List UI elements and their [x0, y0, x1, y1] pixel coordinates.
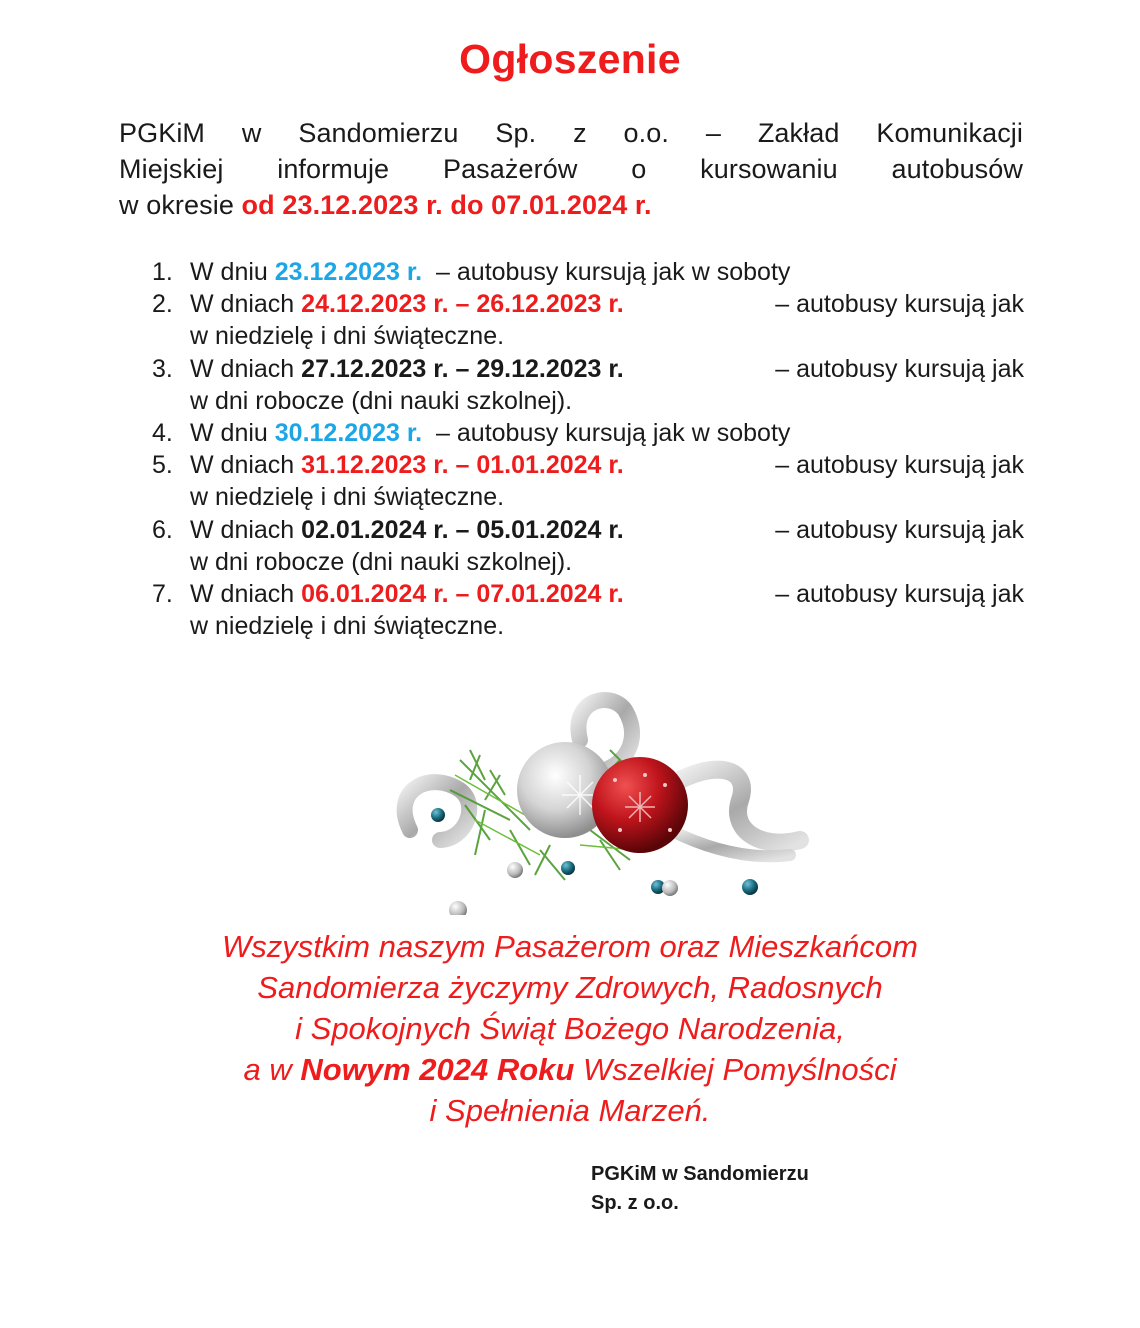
- item-dates: 23.12.2023 r.: [274, 258, 423, 286]
- item-dates: 24.12.2023 r. – 26.12.2023 r.: [301, 290, 624, 319]
- item-prefix: W dniu: [190, 258, 275, 286]
- holiday-wishes: [0, 926, 1140, 1131]
- schedule-item: [152, 417, 1024, 449]
- intro-line-3-prefix: w okresie: [119, 190, 242, 220]
- item-suffix: – autobusy kursują jak: [775, 354, 1024, 383]
- item-number: 5.: [152, 451, 173, 480]
- item-prefix: W dniach: [190, 580, 302, 609]
- intro-line-2: Miejskiej informuje Pasażerów o kursowaniu autobusów: [119, 154, 1023, 184]
- christmas-ornaments-icon: [390, 680, 830, 915]
- schedule-item: [152, 288, 1024, 352]
- item-continuation: w niedzielę i dni świąteczne.: [190, 612, 505, 641]
- schedule-item: [152, 578, 1024, 642]
- item-line: [190, 256, 1024, 288]
- item-dates: 31.12.2023 r. – 01.01.2024 r.: [301, 451, 624, 480]
- intro-line-3: [119, 187, 1023, 223]
- wishes-line-4-suffix: Wszelkiej Pomyślności: [574, 1052, 897, 1087]
- wishes-line-3: i Spokojnych Świąt Bożego Narodzenia,: [295, 1011, 845, 1046]
- item-suffix: – autobusy kursują jak: [775, 515, 1024, 544]
- item-prefix: W dniach: [190, 515, 302, 544]
- item-dates: 30.12.2023 r.: [274, 419, 423, 448]
- item-suffix: – autobusy kursują jak w soboty: [436, 258, 791, 286]
- item-number: 2.: [152, 290, 173, 319]
- signature-line-1: PGKiM w Sandomierzu: [591, 1163, 809, 1185]
- item-continuation: w niedzielę i dni świąteczne.: [190, 483, 505, 512]
- item-number: 1.: [152, 258, 173, 286]
- schedule-list: [152, 256, 1024, 642]
- signature: [591, 1160, 809, 1218]
- wishes-new-year: Nowym 2024 Roku: [300, 1052, 575, 1087]
- item-line: [190, 353, 1024, 385]
- item-prefix: W dniach: [190, 290, 302, 319]
- item-prefix: W dniach: [190, 354, 302, 383]
- item-line: [190, 514, 1024, 546]
- item-number: 4.: [152, 419, 173, 448]
- item-line: [190, 417, 1024, 449]
- item-prefix: W dniu: [190, 419, 275, 448]
- wishes-line-4: [0, 1049, 1140, 1090]
- schedule-item: [152, 353, 1024, 417]
- item-continuation: w niedzielę i dni świąteczne.: [190, 322, 505, 351]
- schedule-item: [152, 449, 1024, 513]
- wishes-line-1: Wszystkim naszym Pasażerom oraz Mieszkańcom: [222, 929, 918, 964]
- signature-line-2: Sp. z o.o.: [591, 1192, 679, 1214]
- item-dates: 02.01.2024 r. – 05.01.2024 r.: [301, 515, 624, 544]
- item-prefix: W dniach: [190, 451, 302, 480]
- wishes-line-4-prefix: a w: [243, 1052, 301, 1087]
- item-suffix: – autobusy kursują jak: [775, 451, 1024, 480]
- item-dates: 06.01.2024 r. – 07.01.2024 r.: [301, 580, 624, 609]
- item-line: [190, 449, 1024, 481]
- item-continuation: w dni robocze (dni nauki szkolnej).: [190, 386, 573, 415]
- item-dates: 27.12.2023 r. – 29.12.2023 r.: [301, 354, 624, 383]
- item-suffix: – autobusy kursują jak: [775, 580, 1024, 609]
- schedule-item: [152, 514, 1024, 578]
- intro-line-1: PGKiM w Sandomierzu Sp. z o.o. – Zakład Komunikacji: [119, 118, 1023, 148]
- item-line: [190, 578, 1024, 610]
- intro-period: od 23.12.2023 r. do 07.01.2024 r.: [241, 190, 652, 220]
- page-title: Ogłoszenie: [459, 36, 681, 82]
- item-number: 3.: [152, 354, 173, 383]
- item-line: [190, 288, 1024, 320]
- item-number: 6.: [152, 515, 173, 544]
- wishes-line-5: i Spełnienia Marzeń.: [429, 1093, 711, 1128]
- item-suffix: – autobusy kursują jak w soboty: [436, 419, 791, 448]
- intro-paragraph: [119, 115, 1023, 223]
- schedule-item: [152, 256, 1024, 288]
- item-continuation: w dni robocze (dni nauki szkolnej).: [190, 547, 573, 576]
- item-number: 7.: [152, 580, 173, 609]
- item-suffix: – autobusy kursują jak: [775, 290, 1024, 319]
- wishes-line-2: Sandomierza życzymy Zdrowych, Radosnych: [257, 970, 883, 1005]
